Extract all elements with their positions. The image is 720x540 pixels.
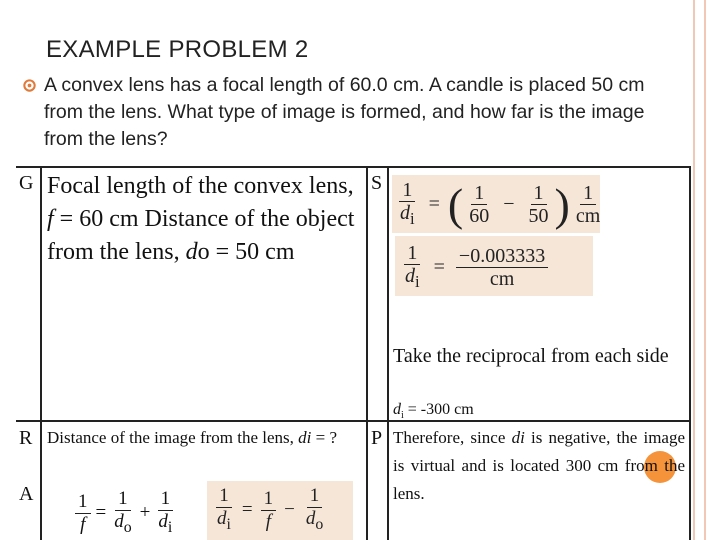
given-text-3: = 50 cm (215, 239, 295, 265)
di-value: = -300 cm (407, 401, 474, 418)
f2-lhs-sub: i (226, 515, 231, 533)
eq1-b-num: 1 (531, 182, 547, 205)
eq1-a-num: 1 (471, 182, 487, 205)
eq1-equals: = (428, 193, 440, 215)
f1-a-sub: o (123, 518, 132, 536)
analysis-letter: A (19, 483, 34, 505)
eq1-unit: cm (575, 205, 601, 227)
solution-letter: S (371, 172, 383, 194)
eq1-a-den: 60 (469, 205, 490, 227)
eq2-rhs-num: −0.003333 (456, 245, 548, 268)
page-title: EXAMPLE PROBLEM 2 (46, 36, 309, 63)
f1-lhs-num: 1 (75, 491, 91, 514)
paraphrase-letter: P (371, 427, 383, 449)
paraphrase-text-1: Therefore, since (393, 428, 506, 447)
table-top-border (16, 166, 690, 168)
solution-equation-1 (392, 175, 600, 233)
eq1-lhs-num: 1 (399, 179, 415, 202)
f2-equals: = (241, 499, 253, 521)
problem-statement: A convex lens has a focal length of 60.0 cm. A candle is placed 50 cm from the lens. What type of image is formed, and how far is the image from the lens? (44, 74, 645, 150)
f1-b-num: 1 (158, 488, 174, 511)
analysis-formula-2 (207, 481, 353, 540)
f1-b-sub: i (167, 518, 173, 536)
table-center-rule-a (366, 166, 368, 540)
required-var: di (298, 428, 312, 447)
eq2-rhs-den: cm (489, 268, 515, 290)
paraphrase-text (393, 424, 685, 508)
eq1-paren-open: ( (447, 178, 464, 230)
solution-equation-2 (395, 236, 593, 296)
eq1-lhs-den: d (400, 202, 410, 224)
solution-di-result (393, 401, 474, 421)
given-text (47, 170, 363, 269)
given-text-1: Focal length of the convex lens, (47, 173, 354, 199)
paraphrase-var: di (511, 428, 525, 447)
table-center-rule-b (387, 166, 389, 540)
given-letter: G (19, 172, 34, 194)
f1-a-num: 1 (115, 488, 131, 511)
di-var: d (393, 401, 401, 418)
f2-lhs-den: d (217, 508, 227, 529)
eq2-lhs-sub: i (415, 272, 420, 291)
analysis-formula-1 (72, 488, 178, 539)
given-d-var: d (185, 239, 198, 265)
table-right-rule (689, 166, 691, 540)
di-sub: i (401, 410, 404, 422)
decor-bar-right (704, 0, 706, 540)
eq1-lhs-sub: i (410, 209, 415, 228)
f1-equals: = (95, 502, 107, 524)
decor-bar-left (693, 0, 695, 540)
f2-minus: − (284, 499, 295, 521)
eq2-equals: = (433, 256, 445, 278)
given-o-sub: o (197, 239, 210, 265)
f1-plus: + (139, 502, 151, 524)
paraphrase-text-2: is negative, the image is virtual and is located 300 cm from the lens. (393, 428, 686, 503)
solution-step: Take the reciprocal from each side (393, 345, 669, 367)
required-text-2: = ? (315, 428, 338, 447)
f1-lhs-den: f (80, 513, 86, 535)
required-text (47, 424, 365, 452)
table-mid-border (16, 420, 690, 422)
eq1-paren-close: ) (554, 178, 570, 230)
f1-b-den: d (158, 511, 168, 532)
required-letter: R (19, 427, 33, 449)
eq1-b-den: 50 (528, 205, 549, 227)
given-text-2: = 60 cm Distance of the object from the lens, (47, 206, 355, 265)
bullet-icon (22, 78, 37, 93)
f1-a-den: d (114, 511, 124, 532)
required-text-1: Distance of the image from the lens, (47, 428, 294, 447)
eq1-minus: − (503, 193, 515, 215)
eq1-unit-num: 1 (580, 182, 596, 205)
eq2-lhs-den: d (405, 265, 415, 287)
f2-b-sub: o (315, 515, 324, 533)
f2-a-num: 1 (261, 488, 277, 511)
f2-b-den: d (305, 508, 316, 529)
table-left-rule (40, 166, 42, 540)
f2-a-den: f (265, 510, 272, 532)
f2-b-num: 1 (307, 485, 323, 508)
given-f-var: f (47, 206, 54, 232)
eq2-lhs-num: 1 (404, 242, 420, 265)
f2-lhs-num: 1 (216, 485, 232, 508)
